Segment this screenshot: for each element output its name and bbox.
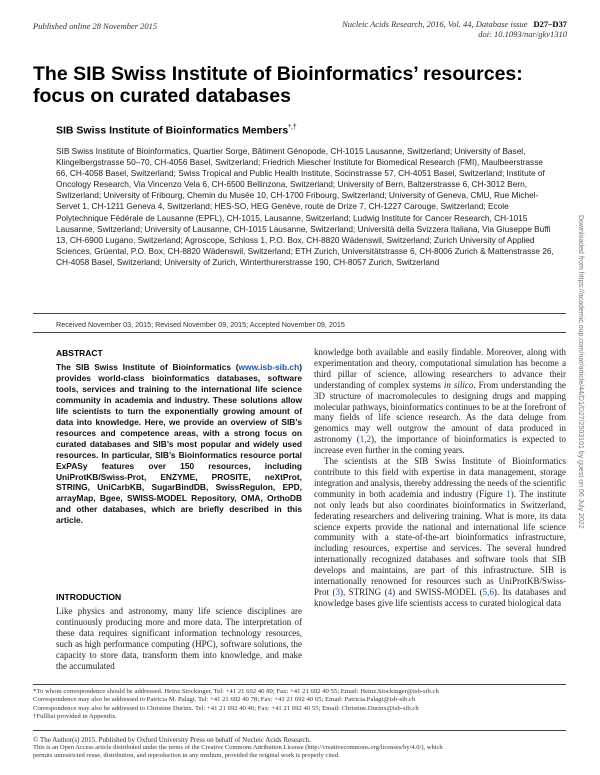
article-title: The SIB Swiss Institute of Bioinformatics’ resources: focus on curated databases bbox=[33, 63, 523, 107]
copyright-divider bbox=[33, 730, 566, 731]
sib-website-link[interactable]: www.isb-sib.ch bbox=[238, 362, 300, 372]
figure-link[interactable]: 1 bbox=[506, 488, 511, 499]
abstract-heading: ABSTRACT bbox=[56, 348, 103, 358]
abstract-text-start: The SIB Swiss Institute of Bioinformatics ( bbox=[56, 362, 239, 372]
footnote: Correspondence may also be addressed to Christine Durinx. Tel: +41 21 692 40 46; Fax: +41 21 692 40 55; Email: Christine.Durinx@isb-sib.ch bbox=[33, 704, 419, 712]
page-range: D27–D37 bbox=[533, 19, 567, 29]
author-line bbox=[56, 124, 297, 137]
paragraph-2: The scientists at the SIB Swiss Institute of Bioinformatics contribute to this field with expertise in data management, storage integration and analysis, thereby addressing the needs of the scientific community in both academia and industry (Figure 1). The institute not only leads but also coordinates bioinformatics in Switzerland, federating researchers and delivering training. What is more, its data science experts provide the national and international life science community with a state-of-the-art bioinformatics infrastructure, including resources, expertise and services. The several hundred internationally recognized databases and software tools that SIB develops and maintains, are part of this infrastructure. SIB is internationally renowned for resources such as UniProtKB/Swiss-Prot (3), STRING (4) and SWISS-MODEL (5,6). Its databases and knowledge bases give life scientists access to curated biological data bbox=[314, 456, 567, 608]
doi[interactable]: doi: 10.1093/nar/gkv1310 bbox=[478, 29, 567, 39]
author-marks: *,† bbox=[288, 124, 297, 131]
introduction-heading: INTRODUCTION bbox=[56, 592, 122, 602]
citation-link[interactable]: 3 bbox=[335, 586, 340, 597]
footnote: *To whom correspondence should be addressed. Heinz Stockinger. Tel: +41 21 692 40 89; Fax: +41 21 692 40 55; Email: Heinz.Stockinger@isb-sib.ch bbox=[33, 688, 439, 695]
received-dates: Received November 03, 2015; Revised November 09, 2015; Accepted November 09, 2015 bbox=[56, 320, 345, 329]
journal-header bbox=[342, 19, 567, 39]
divider-top bbox=[33, 313, 566, 314]
citation-link[interactable]: 1,2 bbox=[359, 434, 371, 445]
copyright-line: © The Author(s) 2015. Published by Oxford University Press on behalf of Nucleic Acids Research. bbox=[33, 736, 311, 744]
footnote: †Fulllist provided in Appendix. bbox=[33, 712, 117, 720]
citation-link[interactable]: 5,6 bbox=[482, 586, 494, 597]
author-name: SIB Swiss Institute of Bioinformatics Members bbox=[56, 124, 289, 137]
citation-link[interactable]: 4 bbox=[387, 586, 393, 597]
abstract-text-rest: ) provides world-class bioinformatics databases, software tools, services and training to the international life science community in academia and industry. These solutions allow life scientists to turn the exponentially growing amount of data into knowledge. Here, we provide an overview of SIB’s resources and competence areas, with a strong focus on curated databases and SIB’s most popular and widely used resources. In particular, SIB’s Bioinformatics resource portal ExPASy features over 150 resources, including UniProtKB/Swiss-Prot, ENZYME, PROSITE, neXtProt, STRING, UniCarbKB, SugarBindDB, SwissRegulon, EPD, arrayMap, Bgee, SWISS-MODEL Repository, OMA, OrthoDB and other databases, which are briefly described in this article. bbox=[56, 362, 302, 526]
divider-bottom bbox=[33, 332, 566, 333]
copyright-notice bbox=[33, 736, 566, 761]
footnote: Correspondence may also be addressed to Patricia M. Palagi. Tel: +41 21 692 40 78; Fax: +41 21 692 40 65; Email: Patricia.Palagi@isb-sib.ch bbox=[33, 696, 416, 704]
footnotes bbox=[33, 688, 566, 721]
abstract-body bbox=[56, 362, 302, 526]
journal-citation: Nucleic Acids Research, 2016, Vol. 44, Database issue bbox=[342, 19, 528, 29]
download-notice: Downloaded from https://academic.oup.com/nar/article/44/D1/D27/2503101 by guest on 06 July 2022 bbox=[577, 215, 584, 529]
license-line: permits unrestricted reuse, distribution, and reproduction in any medium, provided the original work is properly cited. bbox=[33, 752, 340, 760]
published-date: Published online 28 November 2015 bbox=[33, 21, 158, 31]
paragraph-1: knowledge both available and easily findable. Moreover, along with experimentation and theory, computational simulation has become a third pillar of science, allowing researchers to advance their understanding of complex systems in silico. From understanding the 3D structure of macromolecules to designing drugs and mapping molecular pathways, bioinformatics continues to be at the forefront of many fields of life science research. As the data deluge from genomics may well outgrow the amount of data produced in astronomy (1,2), the importance of bioinformatics is expected to increase even further in the coming years. bbox=[314, 347, 567, 456]
download-watermark bbox=[577, 215, 591, 595]
affiliations: SIB Swiss Institute of Bioinformatics, Quartier Sorge, Bâtiment Génopode, CH-1015 Lausanne, Switzerland; University of Basel, Klingelbergstrasse 50–70, CH-4056 Basel, Switzerland; Friedrich Miescher Institute for Biomedical Research (FMI), Maulbeerstrasse 66, CH-4058 Basel, Switzerland; Swiss Tropical and Public Health Institute, Socinstrasse 57, CH-4051 Basel, Switzerland; Institute of Oncology Research, Via Vincenzo Vela 6, CH-6500 Bellinzona, Switzerland; University of Bern, Baltzerstrasse 6, CH-3012 Bern, Switzerland; University of Fribourg, Chemin du Musée 10, CH-1700 Fribourg, Switzerland; University of Geneva, CMU, Rue Michel-Servet 1, CH-1211 Geneva 4, Switzerland; HES-SO, HEG Genève, route de Drize 7, CH-1227 Carouge, Switzerland; Ecole Polytechnique Fédérale de Lausanne (EPFL), CH-1015, Lausanne, Switzerland; Ludwig Institute for Cancer Research, CH-1015 Lausanne, Switzerland; University of Lausanne, CH-1015 Lausanne, Switzerland; Università della Svizzera Italiana, Via Giuseppe Buffi 13, CH-6900 Lugano, Switzerland; Agroscope, Schloss 1, P.O. Box, CH-8820 Wädenswil, Switzerland; Zurich University of Applied Sciences, Grüental, P.O. Box, CH-8820 Wädenswil, Switzerland; ETH Zurich, Universitätstrasse 6, CH-8006 Zurich & Mattenstrasse 26, CH-4058 Basel, Switzerland; University of Zurich, Winterthurerstrasse 190, CH-8057 Zurich, Switzerland bbox=[56, 146, 554, 267]
introduction-body: Like physics and astronomy, many life science disciplines are continuously producing more and more data. The interpretation of these data requires significant information technology resources, such as high performance computing (HPC), software solutions, the capacity to store data, transform them into knowledge, and make the accumulated bbox=[56, 606, 302, 671]
license-line: This is an Open Access article distributed under the terms of the Creative Commons Attribution License (http://creativecommons.org/licenses/by/4.0/), which bbox=[33, 744, 443, 752]
footnote-divider bbox=[33, 684, 566, 685]
right-column-text bbox=[314, 347, 566, 609]
